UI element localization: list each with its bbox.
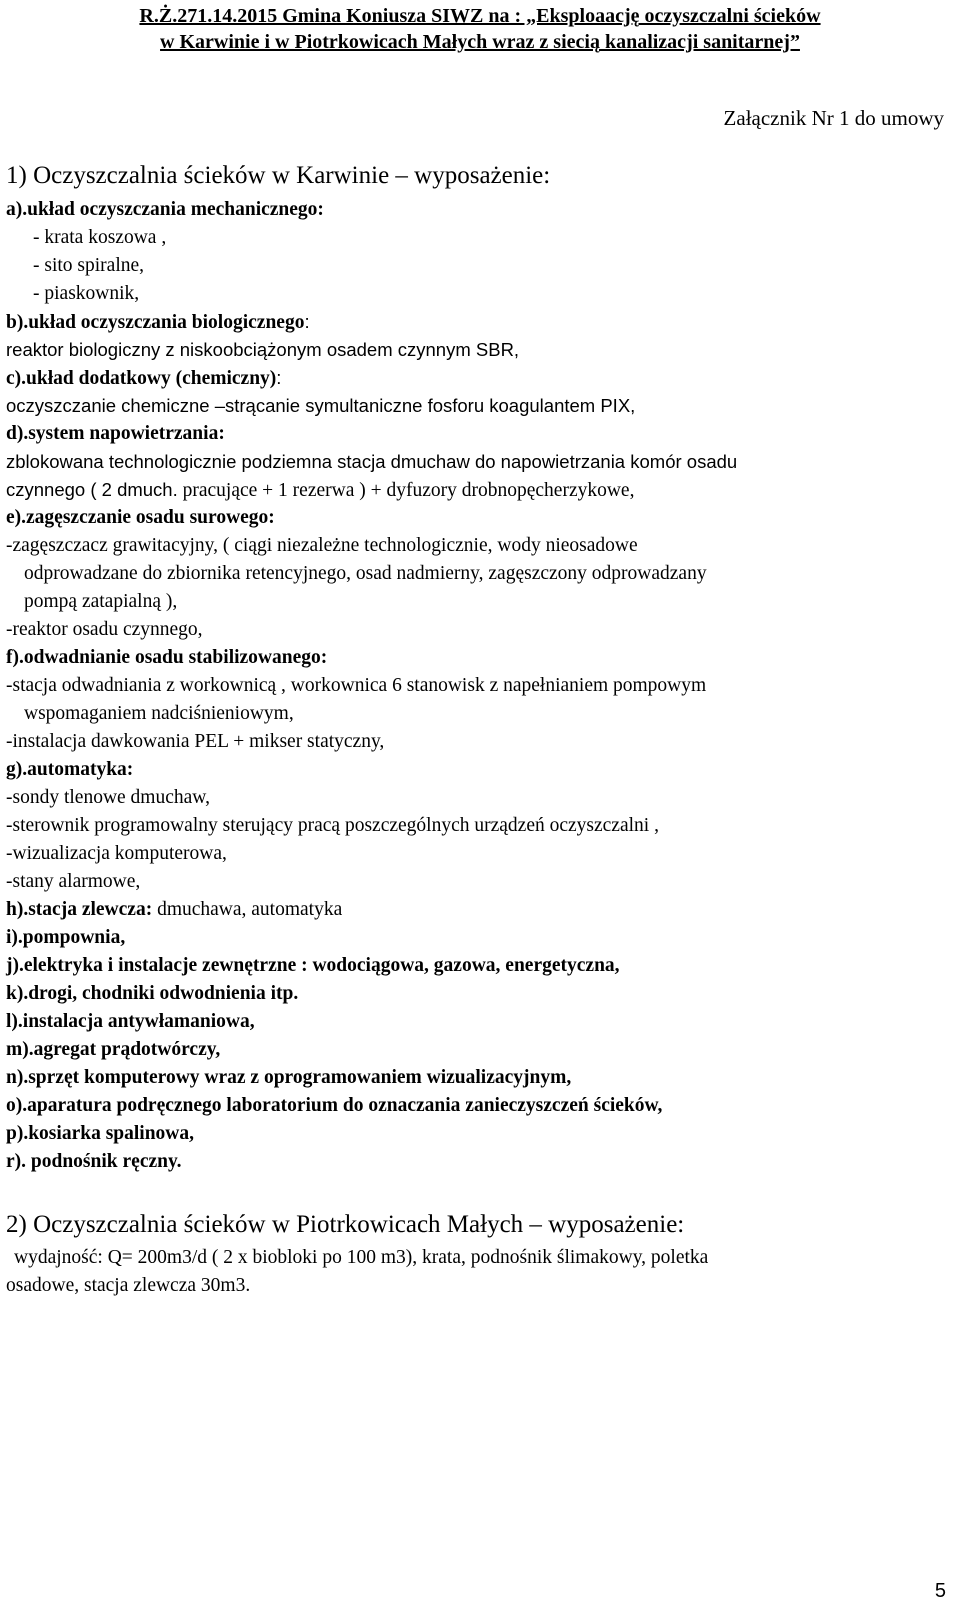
item-c-heading: [6, 365, 281, 392]
item-c-text: oczyszczanie chemiczne –strącanie symultaniczne fosforu koagulantem PIX,: [6, 395, 636, 416]
item-e-text-1: -zagęszczacz grawitacyjny, ( ciągi niezależne technologicznie, wody nieosadowe: [6, 535, 638, 556]
item-f-heading: f).odwadnianie osadu stabilizowanego:: [6, 647, 328, 668]
item-c-heading-text: c).układ dodatkowy (chemiczny): [6, 368, 277, 389]
item-e-text-2: odprowadzane do zbiornika retencyjnego, osad nadmierny, zagęszczony odprowadzany: [24, 563, 707, 584]
item-a-list-2: - sito spiralne,: [33, 255, 145, 276]
item-e-text-4: -reaktor osadu czynnego,: [6, 619, 203, 640]
item-h-text: dmuchawa, automatyka: [152, 899, 343, 920]
item-b-heading: [6, 309, 310, 336]
item-a-list-3: - piaskownik,: [33, 283, 140, 304]
item-f-text-2: wspomaganiem nadciśnieniowym,: [24, 703, 294, 724]
section1-title: 1) Oczyszczalnia ścieków w Karwinie – wyposażenie:: [6, 162, 551, 189]
section2-title: 2) Oczyszczalnia ścieków w Piotrkowicach Małych – wyposażenie:: [6, 1211, 685, 1238]
item-h-line: [6, 897, 342, 923]
item-b-colon: :: [304, 311, 310, 332]
item-b-text: reaktor biologiczny z niskoobciążonym osadem czynnym SBR,: [6, 339, 520, 360]
item-l-heading: l).instalacja antywłamaniowa,: [6, 1011, 255, 1032]
item-j-heading: j).elektryka i instalacje zewnętrzne : wodociągowa, gazowa, energetyczna,: [6, 955, 620, 976]
item-c-colon: :: [276, 367, 282, 388]
section2-text-1: wydajność: Q= 200m3/d ( 2 x biobloki po 100 m3), krata, podnośnik ślimakowy, poletka: [14, 1247, 709, 1268]
item-d-text-2: [6, 477, 634, 504]
item-o-heading: o).aparatura podręcznego laboratorium do oznaczania zanieczyszczeń ścieków,: [6, 1095, 663, 1116]
item-r-heading: r). podnośnik ręczny.: [6, 1151, 182, 1172]
annex-label: Załącznik Nr 1 do umowy: [723, 106, 944, 130]
item-i-heading: i).pompownia,: [6, 927, 126, 948]
item-e-text-3: pompą zatapialną ),: [24, 591, 178, 612]
item-g-text-1: -sondy tlenowe dmuchaw,: [6, 787, 210, 808]
item-d-text-2a: czynnego ( 2 dmuch.: [6, 479, 178, 500]
item-a-list-1: - krata koszowa ,: [33, 227, 167, 248]
header-line-2: w Karwinie i w Piotrkowicach Małych wraz z siecią kanalizacji sanitarnej”: [160, 31, 800, 53]
item-b-heading-text: b).układ oczyszczania biologicznego: [6, 312, 305, 333]
item-a-heading: a).układ oczyszczania mechanicznego:: [6, 199, 324, 220]
item-k-heading: k).drogi, chodniki odwodnienia itp.: [6, 983, 299, 1004]
section2-text-2: osadowe, stacja zlewcza 30m3.: [6, 1275, 251, 1296]
item-f-text-3: -instalacja dawkowania PEL + mikser statyczny,: [6, 731, 385, 752]
item-f-text-1: -stacja odwadniania z workownicą , workownica 6 stanowisk z napełnianiem pompowym: [6, 675, 707, 696]
item-g-heading: g).automatyka:: [6, 759, 134, 780]
item-g-text-2: -sterownik programowalny sterujący pracą poszczególnych urządzeń oczyszczalni ,: [6, 815, 659, 836]
item-g-text-4: -stany alarmowe,: [6, 871, 141, 892]
item-d-text-1: zblokowana technologicznie podziemna stacja dmuchaw do napowietrzania komór osadu: [6, 451, 738, 472]
item-n-heading: n).sprzęt komputerowy wraz z oprogramowaniem wizualizacyjnym,: [6, 1067, 572, 1088]
item-m-heading: m).agregat prądotwórczy,: [6, 1039, 221, 1060]
page-number: 5: [934, 1580, 946, 1602]
item-d-heading: d).system napowietrzania:: [6, 423, 225, 444]
item-g-text-3: -wizualizacja komputerowa,: [6, 843, 227, 864]
item-p-heading: p).kosiarka spalinowa,: [6, 1123, 195, 1144]
item-h-heading: h).stacja zlewcza:: [6, 899, 153, 920]
item-d-text-2b: pracujące + 1 rezerwa ) + dyfuzory drobnopęcherzykowe,: [177, 480, 635, 501]
header-line-1: R.Ż.271.14.2015 Gmina Koniusza SIWZ na : „Eksploaację oczyszczalni ścieków: [139, 5, 821, 27]
item-e-heading: e).zagęszczanie osadu surowego:: [6, 507, 275, 528]
